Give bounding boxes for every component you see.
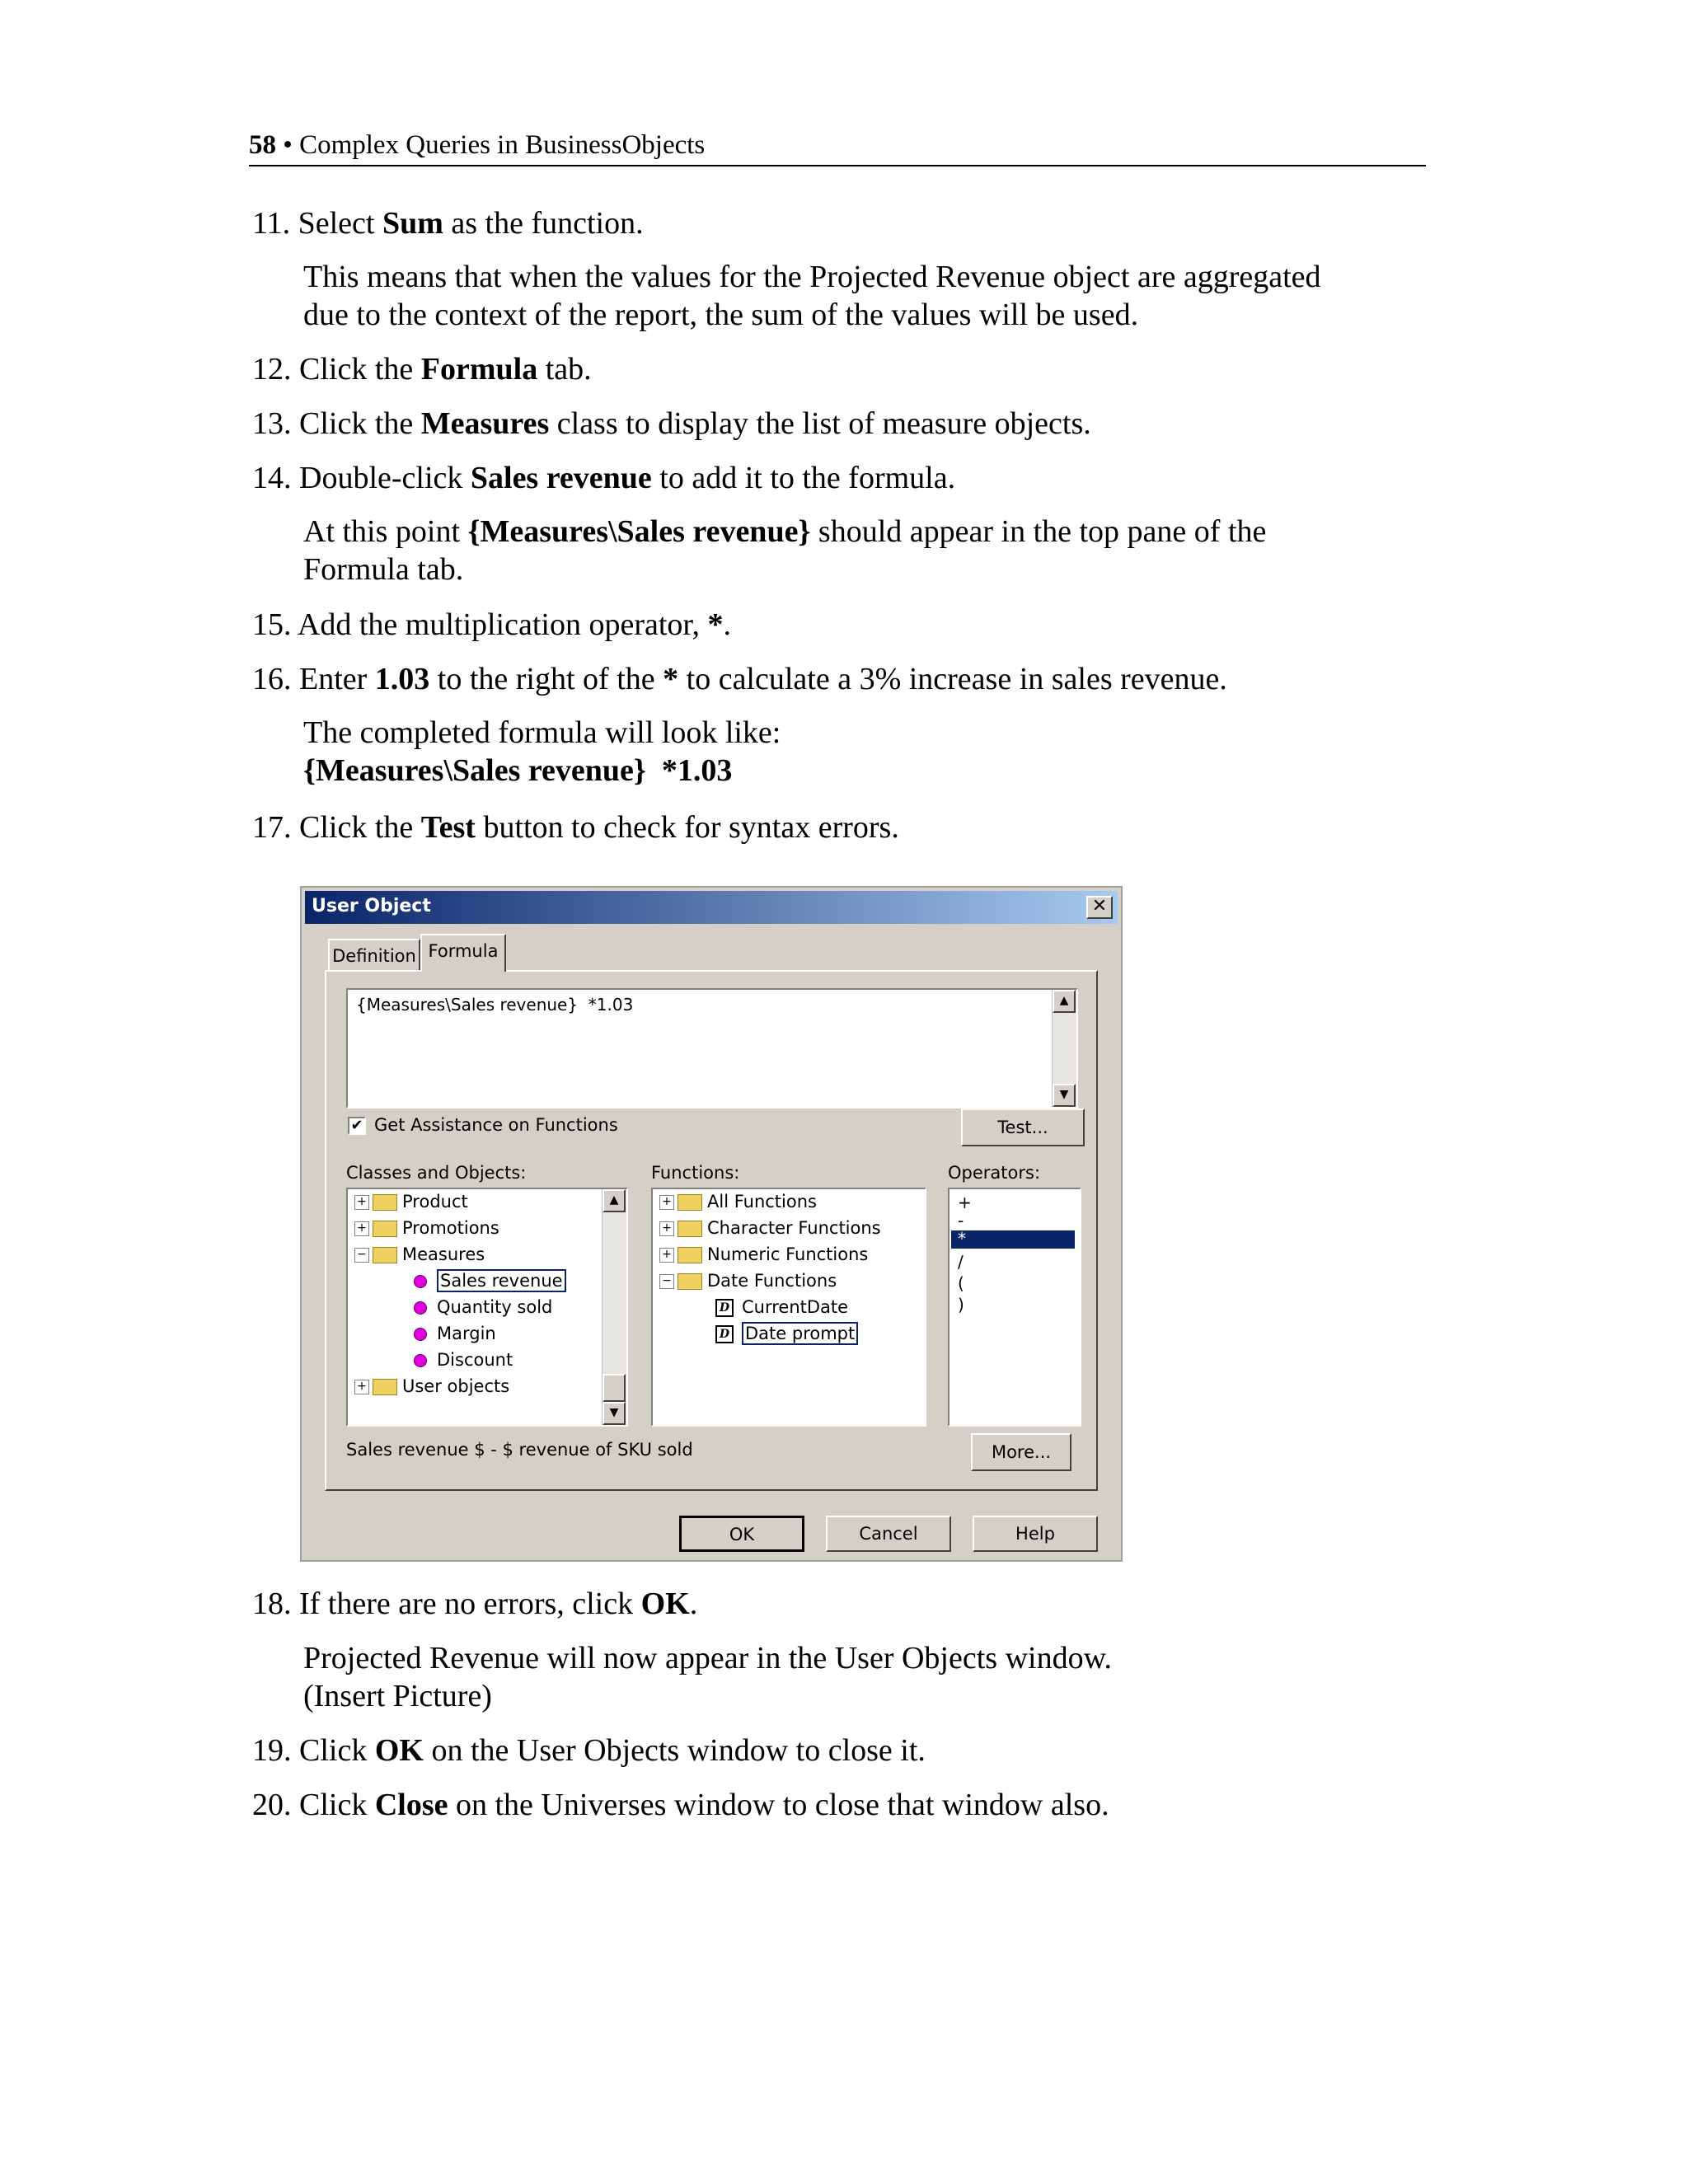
folder-icon	[678, 1221, 702, 1237]
tree-item-all-functions[interactable]	[659, 1189, 817, 1214]
step-bold: Measures	[420, 406, 550, 441]
step-16-note-line1: The completed formula will look like:	[303, 715, 781, 750]
page-header	[249, 125, 1426, 166]
step-number: 15.	[252, 607, 292, 642]
tree-label-selected: Date prompt	[742, 1322, 858, 1345]
date-function-icon: D	[715, 1299, 734, 1317]
tree-item-numeric-functions[interactable]	[659, 1242, 868, 1267]
tree-item-current-date[interactable]	[715, 1295, 848, 1319]
tree-item-product[interactable]	[354, 1189, 468, 1214]
tree-label: User objects	[402, 1376, 510, 1396]
expand-icon[interactable]: +	[659, 1221, 674, 1236]
step-number: 13.	[252, 406, 292, 441]
tree-item-quantity-sold[interactable]	[414, 1295, 552, 1319]
tree-label-selected: Sales revenue	[437, 1269, 566, 1292]
scroll-down-icon[interactable]: ▼	[603, 1402, 626, 1425]
folder-icon	[373, 1221, 397, 1237]
user-object-dialog	[300, 886, 1123, 1562]
expand-icon[interactable]: +	[659, 1195, 674, 1210]
step-text: Click	[299, 1733, 375, 1768]
tree-label: Quantity sold	[437, 1297, 553, 1317]
formula-scrollbar[interactable]	[1052, 990, 1076, 1107]
collapse-icon[interactable]: −	[354, 1248, 369, 1263]
tree-label: Promotions	[402, 1218, 499, 1238]
assist-checkbox[interactable]: ✔	[348, 1117, 366, 1135]
measure-icon	[414, 1275, 427, 1288]
open-folder-icon	[373, 1247, 397, 1263]
step-text: to calculate a 3% increase in sales revenue.	[678, 662, 1227, 696]
tree-label: CurrentDate	[742, 1297, 849, 1317]
tree-item-promotions[interactable]	[354, 1216, 499, 1240]
step-text: Click the	[299, 352, 421, 387]
date-function-icon: D	[715, 1325, 734, 1343]
scroll-up-icon[interactable]: ▲	[603, 1189, 626, 1212]
step-text: on the Universes window to close that window also.	[448, 1788, 1109, 1822]
step-text: Select	[298, 206, 382, 241]
folder-icon	[678, 1247, 702, 1263]
step-bold: OK	[640, 1586, 690, 1621]
classes-tree[interactable]	[346, 1188, 628, 1427]
measure-icon	[414, 1354, 427, 1367]
tree-label: Margin	[437, 1324, 496, 1343]
tree-item-margin[interactable]	[414, 1321, 496, 1346]
tree-label: All Functions	[707, 1192, 817, 1212]
tree-item-date-prompt[interactable]	[715, 1321, 858, 1346]
operator-multiply[interactable]: *	[958, 1229, 966, 1249]
tab-definition[interactable]: Definition	[328, 939, 420, 972]
ok-button[interactable]: OK	[679, 1516, 804, 1552]
scroll-down-icon[interactable]: ▼	[1053, 1084, 1076, 1107]
step-text: to the right of the	[429, 662, 663, 696]
step-bold: Test	[420, 810, 476, 845]
note-text: At this point	[303, 514, 468, 549]
step-11-note-line2: due to the context of the report, the sum of the values will be used.	[303, 298, 1139, 332]
tree-item-user-objects[interactable]	[354, 1374, 509, 1399]
step-bold: Sales revenue	[470, 461, 652, 495]
step-15	[252, 606, 731, 644]
expand-icon[interactable]: +	[354, 1195, 369, 1210]
step-number: 19.	[252, 1733, 292, 1768]
step-text: class to display the list of measure objects.	[549, 406, 1091, 441]
more-button[interactable]: More...	[971, 1433, 1071, 1471]
step-number: 11.	[252, 206, 291, 241]
expand-icon[interactable]: +	[354, 1221, 369, 1236]
step-text: button to check for syntax errors.	[475, 810, 899, 845]
functions-tree[interactable]	[651, 1188, 926, 1427]
tree-label: Discount	[437, 1350, 513, 1370]
step-16-formula: {Measures\Sales revenue} *1.03	[303, 753, 733, 788]
functions-label: Functions:	[651, 1163, 740, 1183]
step-text: Click the	[299, 406, 421, 441]
tree-label: Numeric Functions	[707, 1244, 869, 1264]
step-text: as the function.	[443, 206, 644, 241]
folder-icon	[678, 1194, 702, 1211]
operator-selection	[951, 1230, 1075, 1249]
assist-label[interactable]: Get Assistance on Functions	[374, 1115, 618, 1135]
note-text: should appear in the top pane of the	[810, 514, 1267, 549]
step-bold: Close	[374, 1788, 448, 1822]
tree-label: Measures	[402, 1244, 485, 1264]
note-bold: {Measures\Sales revenue}	[467, 514, 811, 549]
formula-text: {Measures\Sales revenue} *1.03	[356, 995, 634, 1015]
scroll-up-icon[interactable]: ▲	[1053, 990, 1076, 1013]
step-text: .	[689, 1586, 698, 1621]
test-button[interactable]: Test...	[961, 1108, 1085, 1146]
tree-item-discount[interactable]	[414, 1347, 513, 1372]
operators-label: Operators:	[948, 1163, 1041, 1183]
tree-item-character-functions[interactable]	[659, 1216, 881, 1240]
scroll-thumb[interactable]	[603, 1374, 626, 1402]
folder-icon	[373, 1194, 397, 1211]
step-bold: *	[663, 662, 679, 696]
step-text: Click the	[299, 810, 421, 845]
step-number: 14.	[252, 461, 292, 495]
step-19	[252, 1732, 926, 1769]
step-number: 16.	[252, 662, 292, 696]
step-text: .	[723, 607, 732, 642]
step-20	[252, 1786, 1109, 1824]
step-number: 12.	[252, 352, 292, 387]
step-16	[252, 660, 1227, 698]
step-13	[252, 405, 1091, 443]
measure-icon	[414, 1328, 427, 1341]
step-number: 18.	[252, 1586, 292, 1621]
step-text: Add the multiplication operator,	[297, 607, 708, 642]
operator-plus[interactable]: +	[958, 1193, 972, 1212]
tree-label: Character Functions	[707, 1218, 881, 1238]
header-bullet: •	[283, 130, 293, 160]
step-text: on the User Objects window to close it.	[423, 1733, 926, 1768]
step-17	[252, 808, 899, 846]
step-bold: OK	[374, 1733, 424, 1768]
page-number: 58	[249, 130, 276, 160]
dialog-titlebar	[305, 891, 1118, 924]
tab-formula[interactable]: Formula	[420, 934, 506, 972]
step-bold: Sum	[382, 206, 443, 241]
open-folder-icon	[678, 1273, 702, 1290]
operator-divide[interactable]: /	[958, 1252, 964, 1272]
step-18-note-line2: (Insert Picture)	[303, 1679, 492, 1713]
step-number: 20.	[252, 1788, 292, 1822]
step-text: to add it to the formula.	[651, 461, 956, 495]
step-bold: 1.03	[374, 662, 430, 696]
step-bold: Formula	[420, 352, 538, 387]
step-18-note-line1: Projected Revenue will now appear in the User Objects window.	[303, 1641, 1113, 1675]
formula-editor[interactable]	[346, 988, 1078, 1108]
help-button[interactable]: Help	[973, 1516, 1098, 1552]
step-text: If there are no errors, click	[299, 1586, 641, 1621]
tree-label: Product	[402, 1192, 468, 1212]
step-14-note-line2: Formula tab.	[303, 552, 464, 587]
step-bold: *	[707, 607, 724, 642]
close-icon[interactable]: ✕	[1086, 896, 1113, 919]
step-12	[252, 350, 592, 388]
step-text: tab.	[537, 352, 592, 387]
tree-item-date-functions[interactable]	[659, 1268, 837, 1293]
measure-icon	[414, 1301, 427, 1315]
tree-item-measures[interactable]	[354, 1242, 485, 1267]
step-text: Click	[299, 1788, 375, 1822]
operator-open-paren[interactable]: (	[958, 1273, 964, 1293]
step-11-note-line1: This means that when the values for the Projected Revenue object are aggregated	[303, 260, 1321, 294]
header-title: Complex Queries in BusinessObjects	[299, 130, 706, 160]
operators-list[interactable]	[948, 1188, 1081, 1427]
tree-item-sales-revenue[interactable]	[414, 1268, 566, 1293]
step-14-note-line1	[303, 513, 1266, 551]
step-14	[252, 459, 955, 497]
step-number: 17.	[252, 810, 292, 845]
formula-panel	[325, 970, 1098, 1491]
classes-label: Classes and Objects:	[346, 1163, 527, 1183]
step-18	[252, 1585, 697, 1623]
folder-icon	[373, 1379, 397, 1395]
tree-label: Date Functions	[707, 1271, 837, 1291]
step-11	[252, 204, 644, 242]
step-text: Enter	[299, 662, 375, 696]
expand-icon[interactable]: +	[354, 1380, 369, 1394]
step-text: Double-click	[299, 461, 471, 495]
dialog-title: User Object	[312, 896, 431, 916]
operator-close-paren[interactable]: )	[958, 1295, 964, 1315]
expand-icon[interactable]: +	[659, 1248, 674, 1263]
operator-minus[interactable]: -	[958, 1211, 964, 1230]
collapse-icon[interactable]: −	[659, 1274, 674, 1289]
object-description: Sales revenue $ - $ revenue of SKU sold	[346, 1440, 693, 1460]
classes-scrollbar[interactable]	[602, 1189, 626, 1425]
cancel-button[interactable]: Cancel	[826, 1516, 951, 1552]
